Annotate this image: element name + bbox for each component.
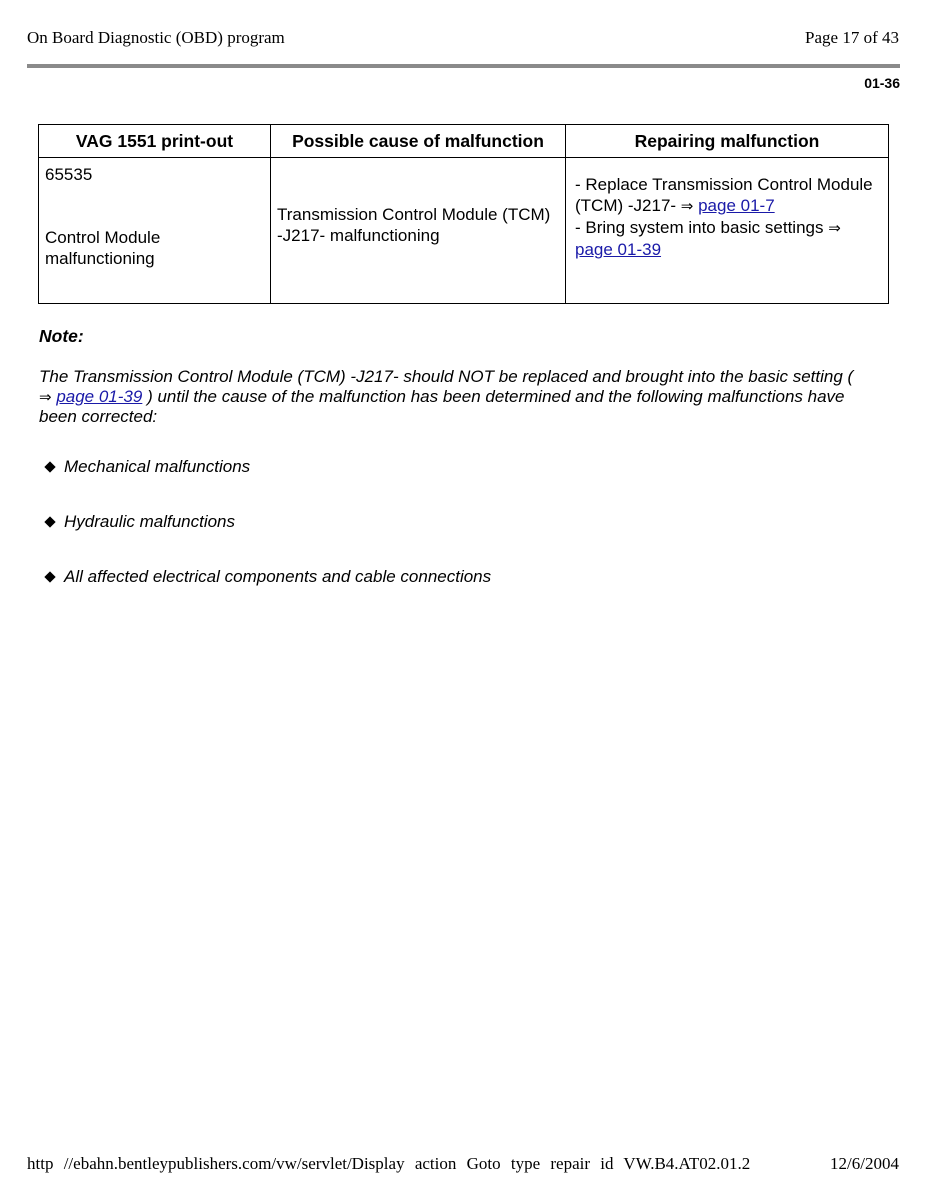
repair-step-1: - Replace Transmission Control Module (TCM) -J217- [575,175,873,215]
header-title: On Board Diagnostic (OBD) program [27,28,285,47]
fault-code: 65535 [45,165,93,184]
page-number: Page 17 of 43 [805,28,899,47]
fault-description: Control Module malfunctioning [45,228,161,268]
column-header-printout: VAG 1551 print-out [39,125,271,158]
diamond-bullet-icon [44,571,55,582]
list-item: All affected electrical components and cable connections [44,567,491,622]
cause-cell [271,158,566,304]
section-code: 01-36 [864,75,900,91]
note-text [39,367,859,427]
list-item: Hydraulic malfunctions [44,512,491,567]
diamond-bullet-icon [44,516,55,527]
note-text-start: The Transmission Control Module (TCM) -J217- should NOT be replaced and brought into the basic setting ( [39,367,854,386]
malfunction-list [44,457,491,622]
header-divider [27,64,900,68]
printout-cell [39,158,271,304]
repair-step-2: - Bring system into basic settings [575,218,829,237]
footer-url: http //ebahn.bentleypublishers.com/vw/servlet/Display action Goto type repair id VW.B4.AT02.01.2 [27,1154,751,1173]
footer-date: 12/6/2004 [830,1154,899,1173]
note-text-end: ) until the cause of the malfunction has been determined and the following malfunctions have been corrected: [39,387,845,426]
note-title: Note: [39,326,84,346]
table-row [39,158,889,304]
malfunction-table [38,124,889,304]
list-item: Mechanical malfunctions [44,457,491,512]
arrow-right-icon: ⇒ [828,219,841,237]
cause-text: Transmission Control Module (TCM) -J217- malfunctioning [277,205,551,245]
arrow-right-icon: ⇒ [680,197,694,215]
column-header-repair: Repairing malfunction [566,125,889,158]
link-page-01-7[interactable]: page 01-7 [698,196,775,215]
table-header-row [39,125,889,158]
repair-cell [566,158,889,304]
page-footer [27,1154,899,1174]
diamond-bullet-icon [44,461,55,472]
link-page-01-39[interactable]: page 01-39 [575,240,662,259]
arrow-right-icon: ⇒ [39,388,52,406]
note-link-page-01-39[interactable]: page 01-39 [56,387,143,406]
column-header-cause: Possible cause of malfunction [271,125,566,158]
